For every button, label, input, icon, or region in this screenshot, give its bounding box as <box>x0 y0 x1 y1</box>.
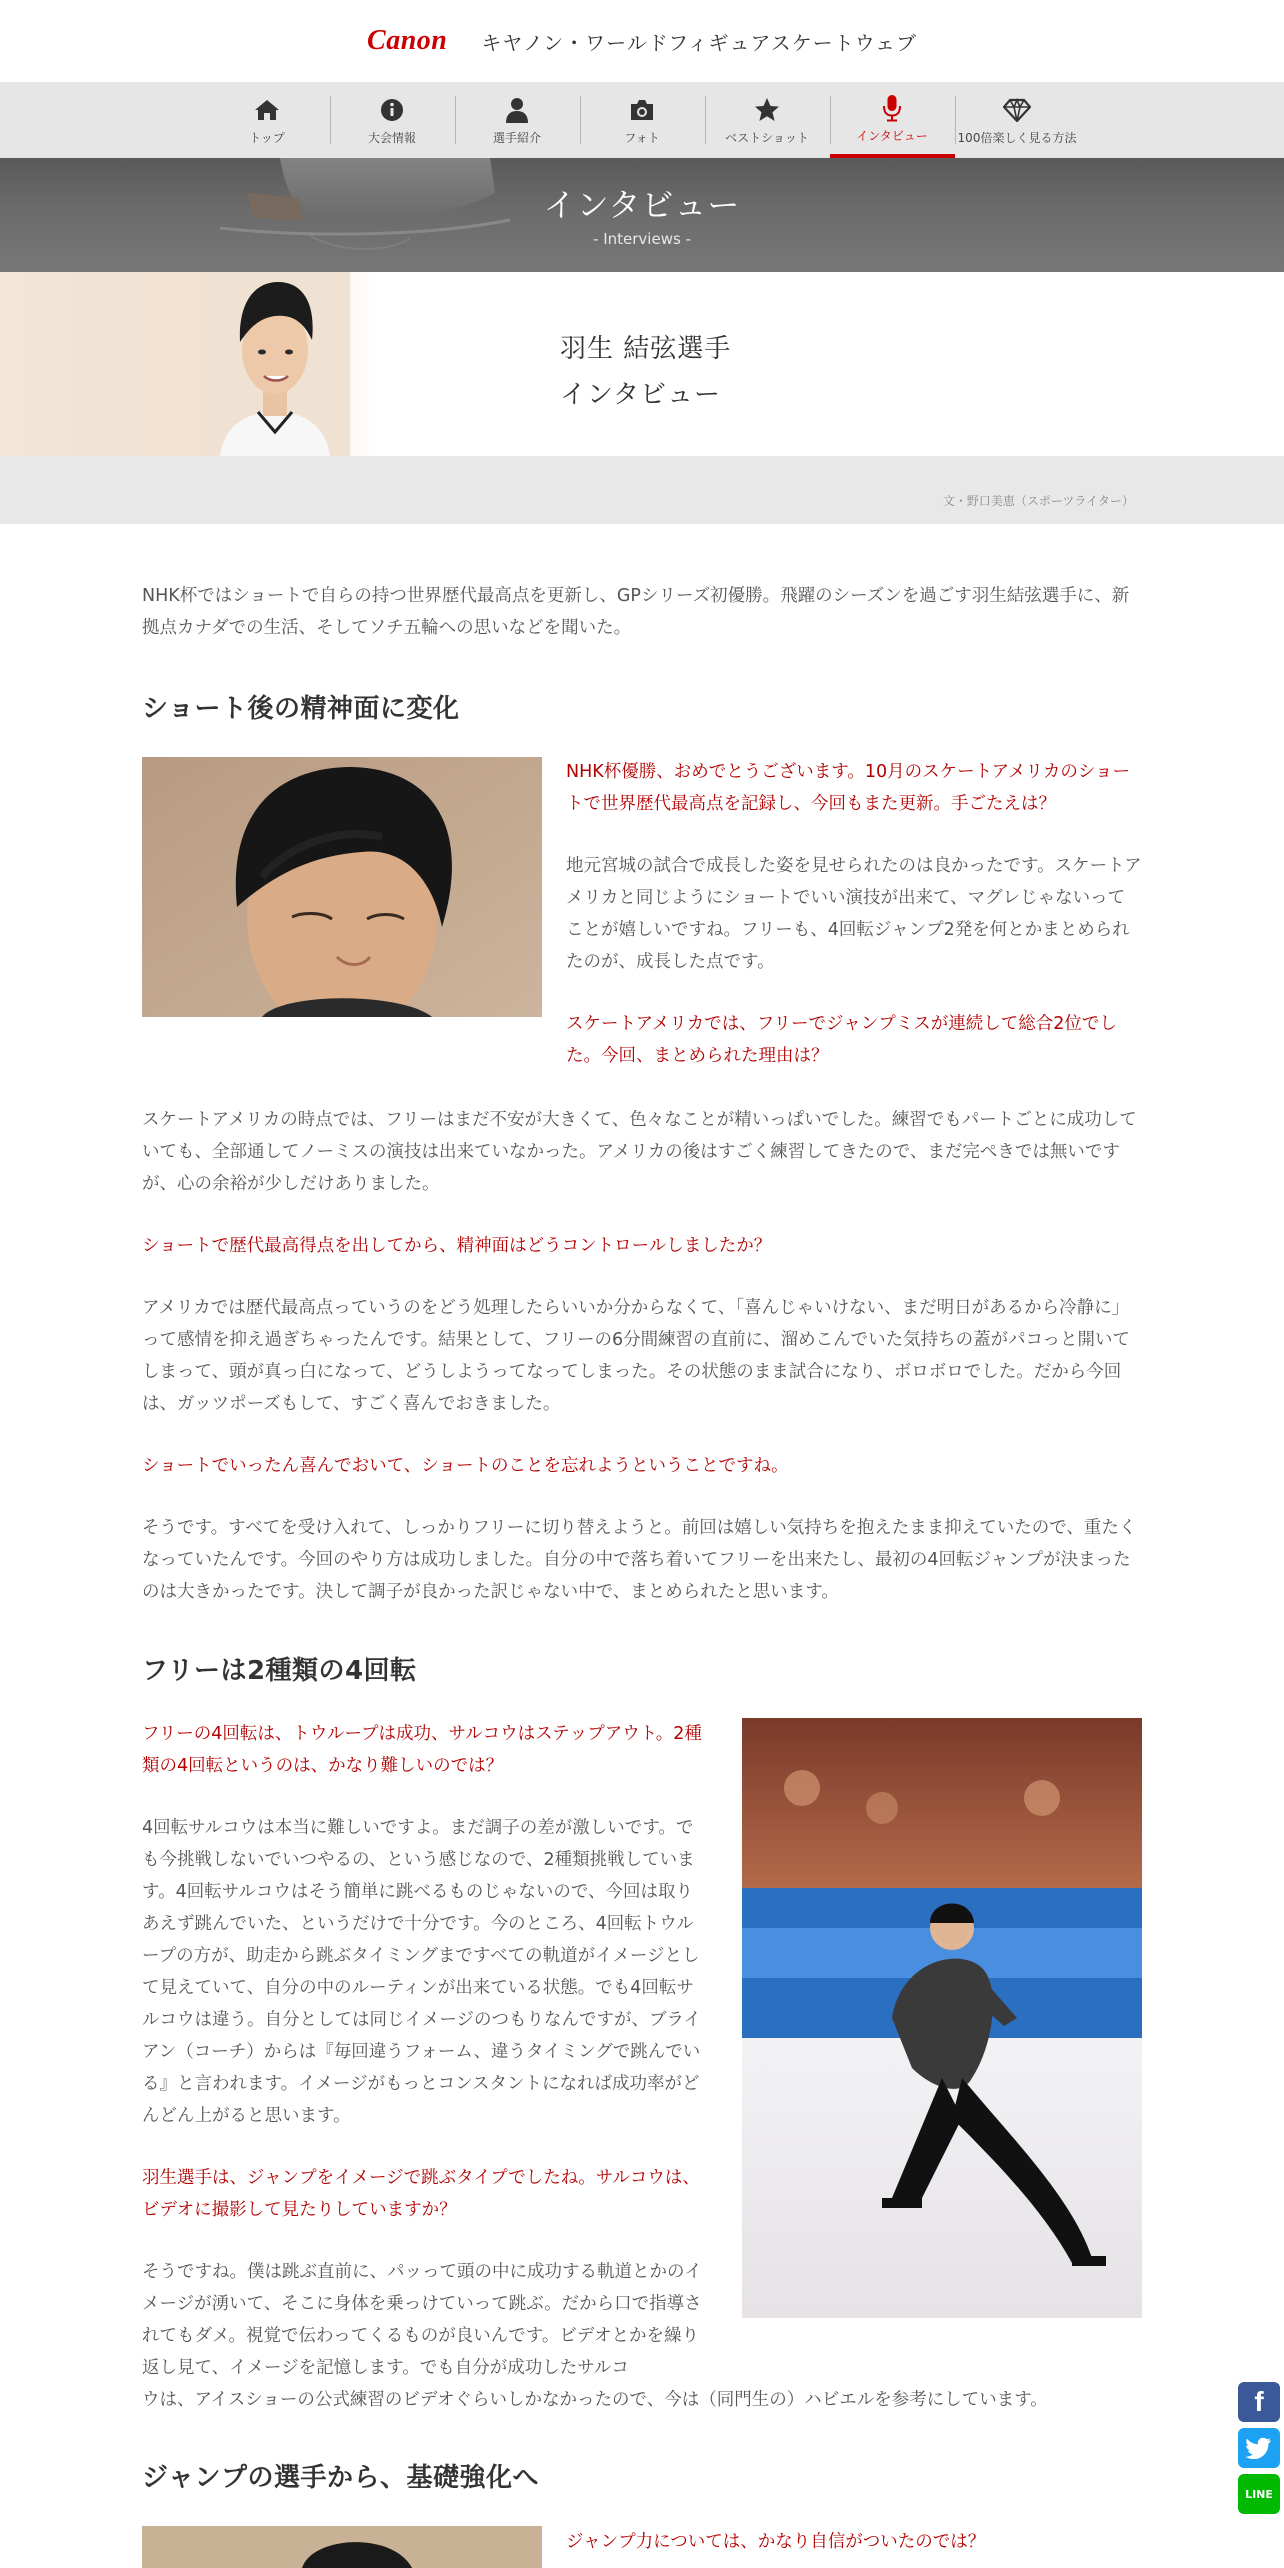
article-photo-skating <box>742 1718 1142 2318</box>
section-heading: ショート後の精神面に変化 <box>142 694 460 724</box>
article-photo-closeup <box>142 757 542 1017</box>
nav-label: 選手紹介 <box>492 130 541 145</box>
global-nav <box>0 82 1284 158</box>
profile-band <box>0 272 1284 456</box>
nav-label: トップ <box>249 130 285 145</box>
nav-item-guide[interactable] <box>955 82 1080 158</box>
profile-photo-background <box>0 272 380 456</box>
question-text: ショートでいったん喜んでおいて、ショートのことを忘れようということですね。 <box>142 1456 789 1476</box>
line-share-button[interactable] <box>1238 2474 1280 2514</box>
article-photo-partial <box>142 2526 542 2568</box>
info-icon <box>377 95 407 125</box>
home-icon <box>252 95 282 125</box>
nav-label: ベストショット <box>725 130 809 145</box>
profile-title <box>560 326 731 418</box>
nav-item-interview[interactable] <box>830 82 955 158</box>
answer-text: 4回転サルコウは本当に難しいですよ。まだ調子の差が激しいです。でも今挑戦しないでいつやるの、という感じなので、2種類挑戦しています。4回転サルコウはそう簡単に跳べるものじゃないので、今回は取りあえず跳んでいた、というだけで十分です。今のところ、4回転トウループの方が、助走から跳ぶタイミングまですべての軌道がイメージとして見えていて、自分の中のルーティンが出来ている状態。でも4回転サルコウは違う。自分としては同じイメージのつもりなんですが、ブライアン（コーチ）からは『毎回違うフォーム、違うタイミングで跳んでいる』と言われます。イメージがもっとコンスタントになれば成功率がどんどん上がると思います。 <box>142 1818 701 2126</box>
question-text: スケートアメリカでは、フリーでジャンプミスが連続して総合2位でした。今回、まとめられた理由は？ <box>566 1014 1117 1066</box>
nav-label: フォト <box>624 130 660 145</box>
facebook-share-button[interactable] <box>1238 2382 1280 2422</box>
nav-item-tournament-info[interactable] <box>330 82 455 158</box>
line-icon: LINE <box>1245 2487 1273 2501</box>
author-credit: 文・野口美恵（スポーツライター） <box>942 494 1134 508</box>
nav-item-skaters[interactable] <box>455 82 580 158</box>
qa-block <box>566 756 1142 1072</box>
page-banner <box>0 158 1284 272</box>
question-text: NHK杯優勝、おめでとうございます。10月のスケートアメリカのショートで世界歴代最高点を記録し、今回もまた更新。手ごたえは？ <box>566 762 1130 814</box>
nav-item-photo[interactable] <box>580 82 705 158</box>
answer-text: そうです。すべてを受け入れて、しっかりフリーに切り替えようと。前回は嬉しい気持ちを抱えたまま抑えていたので、重たくなっていたんです。今回のやり方は成功しました。自分の中で落ち着いてフリーを出来たし、最初の4回転ジャンプが決まったのは大きかったです。決して調子が良かった訳じゃない中で、まとめられたと思います。 <box>142 1518 1137 1602</box>
banner-text <box>0 180 1284 248</box>
camera-icon <box>627 95 657 125</box>
section-heading: ジャンプの選手から、基礎強化へ <box>142 2463 539 2493</box>
answer-text: ウは、アイスショーの公式練習のビデオぐらいしかなかったので、今は（同門生の）ハビエルを参考にしています。 <box>142 2390 1048 2410</box>
qa-block <box>142 1718 706 2384</box>
facebook-icon: f <box>1254 2386 1264 2417</box>
answer-text: アメリカでは歴代最高点っていうのをどう処理したらいいか分からなくて、「喜んじゃいけない、まだ明日があるから冷静に」って感情を抑え過ぎちゃったんです。結果として、フリーの6分間練習の直前に、溜めこんでいた気持ちの蓋がパコっと開いてしまって、頭が真っ白になって、どうしようってなってしまった。その状態のまま試合になり、ボロボロでした。だから今回は、ガッツポーズもして、すごく喜んでおきました。 <box>142 1298 1130 1414</box>
twitter-share-button[interactable] <box>1238 2428 1280 2468</box>
credit-band <box>0 456 1284 524</box>
nav-label: 100倍楽しく見る方法 <box>957 130 1077 145</box>
lead-paragraph: NHK杯ではショートで自らの持つ世界歴代最高点を更新し、GPシリーズ初優勝。飛躍のシーズンを過ごす羽生結弦選手に、新拠点カナダでの生活、そしてソチ五輪への思いなどを聞いた。 <box>142 586 1130 638</box>
microphone-icon <box>877 93 907 123</box>
question-text: ショートで歴代最高得点を出してから、精神面はどうコントロールしましたか？ <box>142 1236 772 1256</box>
nav-item-top[interactable] <box>205 82 330 158</box>
qa-block <box>566 2526 1142 2558</box>
twitter-icon <box>1246 2437 1272 2459</box>
answer-text: スケートアメリカの時点では、フリーはまだ不安が大きくて、色々なことが精いっぱいでした。練習でもパートごとに成功していても、全部通してノーミスの演技は出来ていなかった。アメリカの後はすごく練習してきたので、まだ完ぺきでは無いですが、心の余裕が少しだけありました。 <box>142 1110 1137 1194</box>
answer-text: そうですね。僕は跳ぶ直前に、パッって頭の中に成功する軌道とかのイメージが湧いて、そこに身体を乗っけていって跳ぶ。だから口で指導されてもダメ。視覚で伝わってくるものが良いんです。ビデオとかを繰り返し見て、イメージを記憶します。でも自分が成功したサルコ <box>142 2262 702 2378</box>
site-title[interactable]: キヤノン・ワールドフィギュアスケートウェブ <box>481 30 917 55</box>
question-text: ジャンプ力については、かなり自信がついたのでは？ <box>566 2532 986 2552</box>
question-text: 羽生選手は、ジャンプをイメージで跳ぶタイプでしたね。サルコウは、ビデオに撮影して見たりしていますか？ <box>142 2168 700 2220</box>
banner-subtitle: - Interviews - <box>593 230 691 248</box>
diamond-icon <box>1002 95 1032 125</box>
qa-block <box>142 1104 1142 1608</box>
profile-title-interview: インタビュー <box>560 380 721 410</box>
question-text: フリーの4回転は、トウループは成功、サルコウはステップアウト。2種類の4回転というのは、かなり難しいのでは？ <box>142 1724 702 1776</box>
answer-text: 地元宮城の試合で成長した姿を見せられたのは良かったです。スケートアメリカと同じようにショートでいい演技が出来て、マグレじゃないってことが嬉しいですね。フリーも、4回転ジャンプ2発を何とかまとめられたのが、成長した点です。 <box>566 856 1142 972</box>
nav-item-best-shot[interactable] <box>705 82 830 158</box>
site-header <box>0 0 1284 82</box>
canon-logo[interactable]: Canon <box>367 25 448 56</box>
star-icon <box>752 95 782 125</box>
nav-label: 大会情報 <box>367 130 416 145</box>
banner-title: インタビュー <box>543 186 741 224</box>
person-icon <box>502 95 532 125</box>
section-heading: フリーは2種類の4回転 <box>142 1656 417 1686</box>
nav-label: インタビュー <box>856 128 928 143</box>
skater-portrait <box>200 272 350 456</box>
profile-title-name: 羽生 結弦選手 <box>560 334 732 364</box>
